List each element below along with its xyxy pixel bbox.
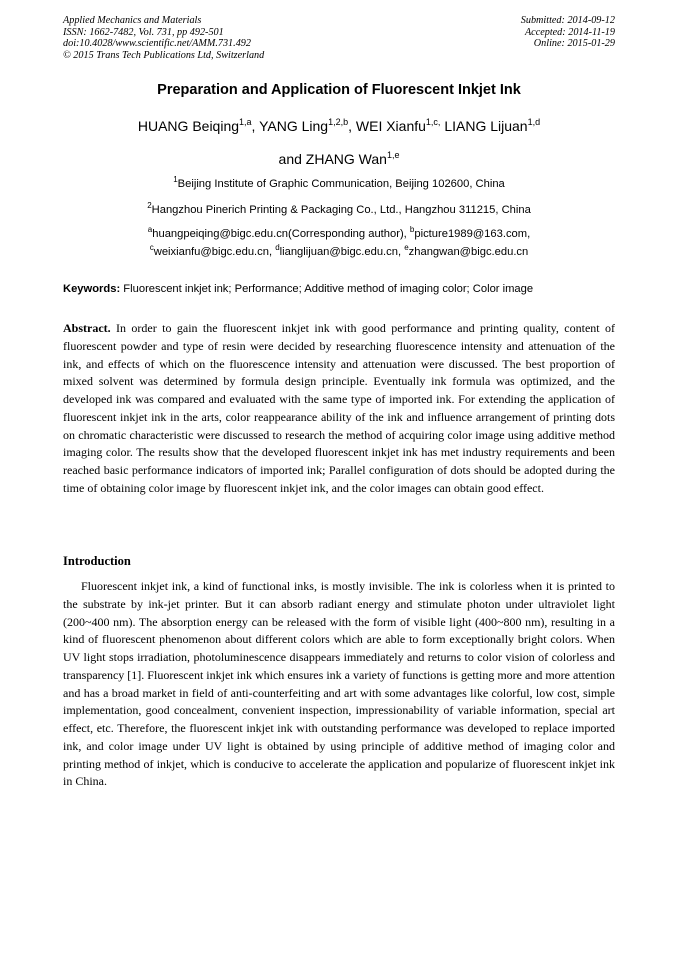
abstract-text: In order to gain the fluorescent inkjet ink with good performance and printing quality, content of fluorescent powder and type of resin were decided by researching fluorescence intensity and attenuation of the ink, and effects of which on the fluorescence intensity and attenuation were discussed. The best proportion of mixed solvent was determined by formula design principle. Eventually ink formula was optimized, and the developed ink was compared and evaluated with the same type of imported ink. For extending the application of fluorescent inkjet ink in the arts, color reappearance ability of the ink and influence arrangement of printing dots on chromatic characteristic were discussed to research the method of acquiring color image using additive method imaging color. The results show that the developed fluorescent inkjet ink has met industry requirements and been reached basic performance indicators of imported ink; Parallel configuration of dots should be adopted during the time of obtaining color image by fluorescent inkjet ink, and the color images can obtain good effect. bbox=[63, 321, 615, 495]
dates-header bbox=[521, 15, 615, 50]
affiliation-sup: 1 bbox=[173, 175, 178, 184]
authors-line-1 bbox=[0, 118, 678, 134]
emails-line-2 bbox=[0, 243, 678, 258]
author-name: LIANG Lijuan bbox=[444, 118, 528, 134]
keywords bbox=[63, 283, 533, 295]
abstract-label: Abstract. bbox=[63, 321, 111, 335]
keywords-label: Keywords: bbox=[63, 283, 121, 295]
introduction-paragraph: Fluorescent inkjet ink, a kind of functional inks, is mostly invisible. The ink is colorless when it is printed to the substrate by ink-jet printer. But it can absorb radiant energy and stimulate photon under ultraviolet light (200~400 nm). The absorption energy can be released with the form of visible light (400~800 nm), resulting in a kind of fluorescent phenomenon about different colors which are able to form exceptionally bright colors. When UV light stops irradiation, photoluminescence disappears immediately and returns to color vision of colorless and transparency [1]. Fluorescent inkjet ink which ensures ink a variety of functions is getting more and more attention and has a broad market in field of anti-counterfeiting and art with some advantages like colorful, low cost, simple implementation, good concealment, convenient inspection, impressionability of variable information, special art effect, etc. Therefore, the fluorescent inkjet ink with outstanding performance was developed to replace imported ink, and color image under UV light is obtained by using principle of additive method of imaging color and printing method of inkjet, which is conducive to accelerate the application and popularize of fluorescent inkjet ink in China. bbox=[63, 579, 615, 789]
email-sup: a bbox=[147, 225, 153, 234]
email-text[interactable]: huangpeiqing@bigc.edu.cn(Corresponding author), bbox=[152, 228, 410, 240]
author-name: YANG Ling bbox=[259, 118, 329, 134]
journal-name: Applied Mechanics and Materials bbox=[63, 15, 202, 26]
author-sup: 1,2,b bbox=[328, 117, 349, 127]
accepted-date: Accepted: 2014-11-19 bbox=[524, 26, 615, 38]
doi[interactable]: doi:10.4028/www.scientific.net/AMM.731.492 bbox=[63, 38, 251, 50]
email-sup: b bbox=[409, 225, 415, 234]
abstract bbox=[63, 320, 615, 498]
issn: ISSN: 1662-7482, Vol. 731, pp 492-501 bbox=[63, 26, 224, 38]
author-sup: 1,a bbox=[239, 117, 252, 127]
paper-title: Preparation and Application of Fluorescent Inkjet Ink bbox=[157, 82, 521, 98]
author-name: WEI Xianfu bbox=[355, 118, 426, 134]
email-sup: d bbox=[275, 243, 280, 252]
affiliation-1 bbox=[0, 175, 678, 190]
keywords-text: Fluorescent inkjet ink; Performance; Additive method of imaging color; Color image bbox=[120, 283, 534, 295]
online-date: Online: 2015-01-29 bbox=[533, 38, 615, 50]
author-sup: 1,e bbox=[386, 150, 400, 160]
email-text[interactable]: zhangwan@bigc.edu.cn bbox=[408, 246, 529, 258]
affiliation-text: Hangzhou Pinerich Printing & Packaging Co., Ltd., Hangzhou 311215, China bbox=[151, 204, 531, 216]
copyright: © 2015 Trans Tech Publications Ltd, Switzerland bbox=[63, 49, 265, 61]
email-sup: e bbox=[404, 243, 409, 252]
affiliation-text: Beijing Institute of Graphic Communication, Beijing 102600, China bbox=[177, 178, 505, 190]
author-separator: , bbox=[348, 118, 356, 134]
email-sup: c bbox=[149, 243, 154, 252]
email-text[interactable]: weixianfu@bigc.edu.cn, bbox=[153, 246, 276, 258]
author-name: HUANG Beiqing bbox=[137, 118, 240, 134]
email-text[interactable]: lianglijuan@bigc.edu.cn, bbox=[279, 246, 405, 258]
author-sup: 1,d bbox=[527, 117, 541, 127]
submitted-date: Submitted: 2014-09-12 bbox=[520, 15, 615, 26]
author-sup: 1,c, bbox=[425, 117, 441, 127]
authors-line-2 bbox=[0, 151, 678, 167]
emails-line-1 bbox=[0, 225, 678, 240]
author-separator: , bbox=[251, 118, 260, 134]
affiliation-sup: 2 bbox=[147, 201, 152, 210]
affiliation-2 bbox=[0, 201, 678, 216]
email-text[interactable]: picture1989@163.com, bbox=[414, 228, 531, 240]
introduction-heading: Introduction bbox=[63, 554, 131, 568]
journal-header bbox=[63, 15, 264, 61]
author-name: and ZHANG Wan bbox=[278, 151, 387, 167]
